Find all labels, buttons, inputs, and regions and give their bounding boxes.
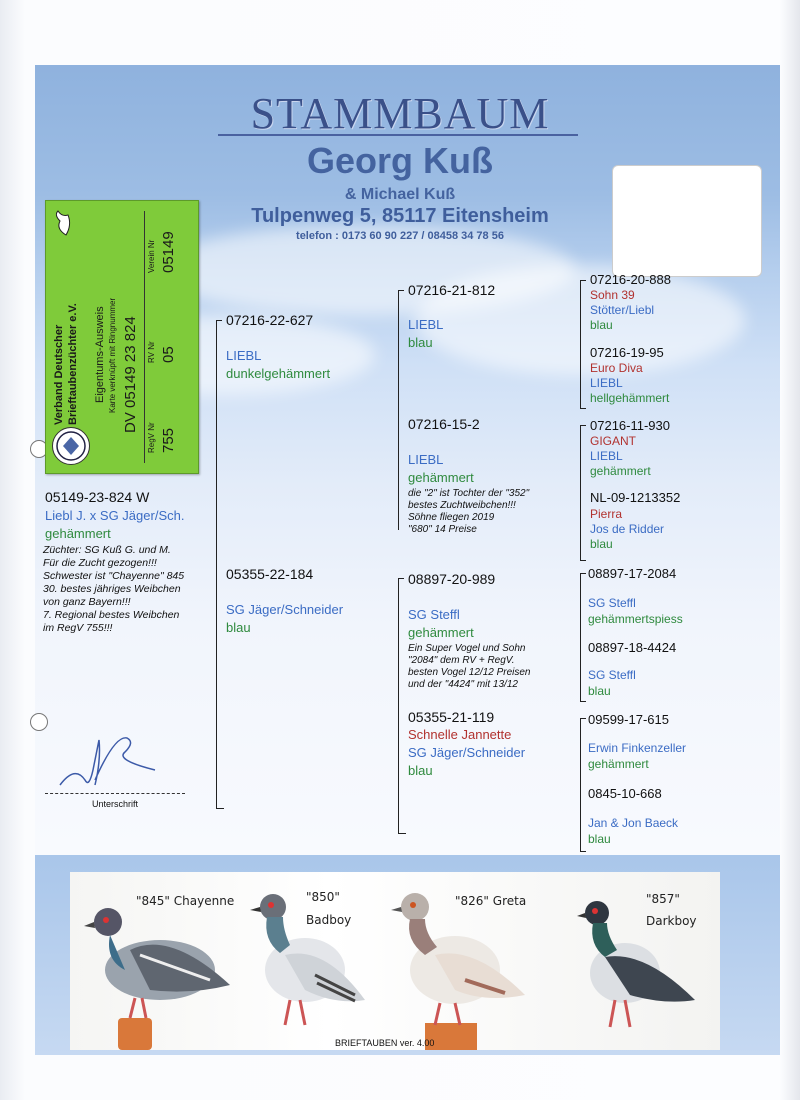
mm-ring: 05355-21-119 — [408, 709, 495, 725]
fm-ring: 07216-15-2 — [408, 416, 480, 432]
father-line: LIEBL — [226, 348, 262, 363]
g3-7-ring: 09599-17-615 — [588, 712, 669, 727]
g3-5-ring: 08897-17-2084 — [588, 566, 677, 581]
g3-7-color: gehämmert — [588, 757, 649, 771]
g3-4-line: Jos de Ridder — [590, 522, 665, 536]
g3-2-line: LIEBL — [590, 376, 623, 390]
father-ring: 07216-22-627 — [226, 312, 314, 328]
photo-3-caption: "826" Greta — [455, 894, 527, 908]
rv-label: RV Nr — [147, 341, 156, 363]
tree-bracket-gen1 — [216, 320, 217, 808]
g3-4-color: blau — [590, 537, 613, 551]
g3-5-line: SG Steffl — [588, 596, 636, 610]
pigeon-chayenne-icon — [80, 900, 240, 1050]
mm-name: Schnelle Jannette — [408, 727, 512, 742]
g3-2-name: Euro Diva — [590, 361, 643, 375]
title-underline — [218, 134, 578, 136]
signature-line — [45, 793, 185, 794]
mother-line: SG Jäger/Schneider — [226, 602, 344, 617]
partner-name: & Michael Kuß — [344, 186, 456, 203]
signature-scribble — [55, 730, 165, 795]
subject-ring: 05149-23-824 W — [45, 489, 150, 505]
photo-4-number: "857" — [646, 892, 680, 906]
g3-3-name: GIGANT — [590, 434, 637, 448]
card-doc-subtitle: Karte verknüpft mit Ringnummer — [108, 297, 117, 413]
regv-value: 755 — [160, 427, 177, 453]
g3-6-ring: 08897-18-4424 — [588, 640, 677, 655]
regv-label: RegV Nr — [147, 422, 156, 453]
fm-notes: die "2" ist Tochter der "352" bestes Zuchtweibchen!!! Söhne fliegen 2019 "680" 14 Preise — [408, 488, 530, 535]
tree-bracket-mother — [398, 578, 399, 833]
association-name-1: Verband Deutscher — [53, 324, 65, 425]
pigeon-emblem-icon — [52, 209, 74, 237]
photo-4-name: Darkboy — [646, 914, 697, 928]
g3-2-ring: 07216-19-95 — [590, 345, 664, 360]
g3-8-color: blau — [588, 832, 611, 846]
g3-3-color: gehämmert — [590, 464, 651, 478]
rv-value: 05 — [160, 346, 177, 363]
mf-notes: Ein Super Vogel und Sohn "2084" dem RV + RegV. besten Vogel 12/12 Preisen und der "4424" mit 13/12 — [408, 643, 531, 690]
subject-color: gehämmert — [45, 526, 111, 541]
photo-2-name: Badboy — [306, 913, 352, 927]
owner-address: Tulpenweg 5, 85117 Eitensheim — [251, 205, 549, 227]
mother-color: blau — [226, 620, 251, 635]
verein-value: 05149 — [160, 231, 177, 273]
owner-phone: telefon : 0173 60 90 227 / 08458 34 78 56 — [296, 230, 504, 242]
pigeon-greta-icon — [385, 885, 535, 1050]
page-title: STAMMBAUM — [250, 89, 550, 138]
fm-color: gehämmert — [408, 470, 474, 485]
g3-4-ring: NL-09-1213352 — [590, 490, 681, 505]
g3-8-ring: 0845-10-668 — [588, 786, 662, 801]
photo-1-caption: "845" Chayenne — [136, 894, 235, 908]
g3-2-color: hellgehämmert — [590, 391, 670, 405]
fm-line: LIEBL — [408, 452, 444, 467]
subject-notes: Züchter: SG Kuß G. und M. Für die Zucht gezogen!!! Schwester ist "Chayenne" 845 30. bestes jähriges Weibchen von ganz Bayern!!! 7. Regional bestes Weibchen im RegV 755!!! — [43, 544, 185, 634]
ff-ring: 07216-21-812 — [408, 282, 496, 298]
g3-6-color: blau — [588, 684, 611, 698]
ff-line: LIEBL — [408, 317, 444, 332]
g3-1-ring: 07216-20-888 — [590, 272, 671, 287]
g3-5-color: gehämmertspiess — [588, 612, 683, 626]
mother-ring: 05355-22-184 — [226, 566, 314, 582]
ff-color: blau — [408, 335, 433, 350]
punch-hole-bottom — [30, 713, 48, 731]
g3-3-line: LIEBL — [590, 449, 623, 463]
owner-name: Georg Kuß — [307, 140, 493, 181]
mf-color: gehämmert — [408, 625, 474, 640]
tree-bracket-father — [398, 290, 399, 530]
mm-line: SG Jäger/Schneider — [408, 745, 526, 760]
card-doc-title: Eigentums-Ausweis — [94, 306, 106, 403]
g3-7-line: Erwin Finkenzeller — [588, 741, 687, 755]
blank-label-box — [612, 165, 762, 277]
association-name-2: Brieftaubenzüchter e.V. — [67, 303, 79, 425]
association-logo-icon — [52, 427, 90, 465]
g3-3-ring: 07216-11-930 — [590, 418, 670, 433]
g3-4-name: Pierra — [590, 507, 623, 521]
ownership-card — [45, 200, 199, 474]
software-version: BRIEFTAUBEN ver. 4.00 — [335, 1038, 435, 1048]
g3-1-line: Stötter/Liebl — [590, 303, 655, 317]
pigeon-badboy-icon — [245, 885, 375, 1045]
card-ring-number: DV 05149 23 824 — [122, 316, 139, 433]
mf-ring: 08897-20-989 — [408, 571, 496, 587]
subject-parents: Liebl J. x SG Jäger/Sch. — [45, 508, 185, 523]
father-color: dunkelgehämmert — [226, 366, 331, 381]
g3-6-line: SG Steffl — [588, 668, 636, 682]
g3-1-name: Sohn 39 — [590, 288, 635, 302]
mf-line: SG Steffl — [408, 607, 460, 622]
verein-label: Verein Nr — [147, 239, 156, 273]
signature-label: Unterschrift — [92, 799, 139, 809]
mm-color: blau — [408, 763, 433, 778]
g3-8-line: Jan & Jon Baeck — [588, 816, 679, 830]
g3-1-color: blau — [590, 318, 613, 332]
pigeon-darkboy-icon — [575, 895, 705, 1045]
photo-2-number: "850" — [306, 890, 340, 904]
